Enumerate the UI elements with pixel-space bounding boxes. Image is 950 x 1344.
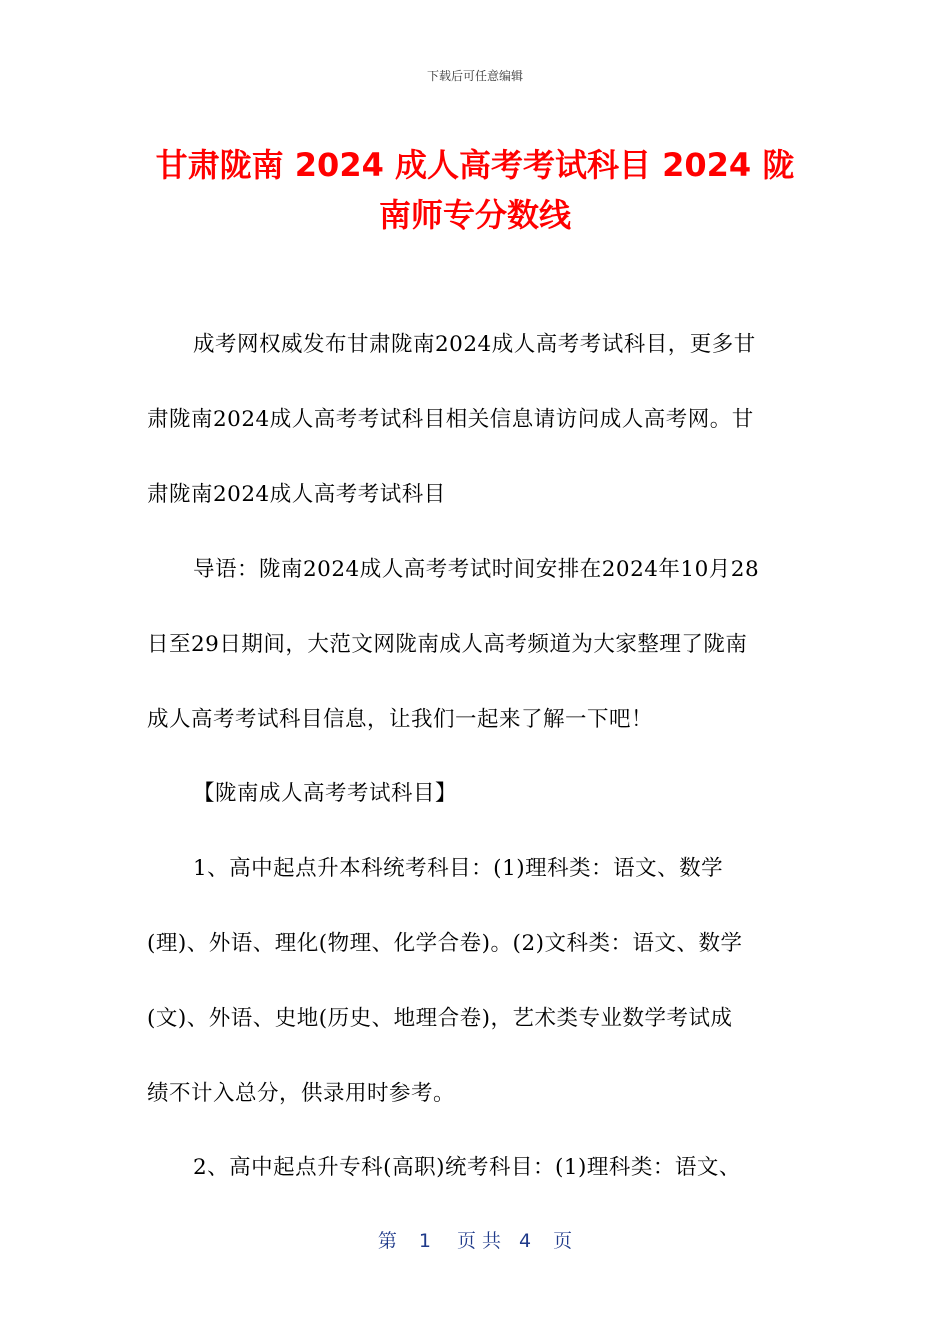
- header-note: 下载后可任意编辑: [426, 69, 523, 83]
- document-title: [120, 140, 830, 240]
- paragraph-line: 肃陇南2024成人高考考试科目: [147, 482, 446, 507]
- title-line-2: 南师专分数线: [378, 196, 571, 234]
- paragraph-line: 1、高中起点升本科统考科目：(1)理科类：语文、数学: [193, 856, 724, 881]
- paragraph-line: 导语：陇南2024成人高考考试时间安排在2024年10月28: [193, 557, 760, 582]
- section-heading: 【陇南成人高考考试科目】: [193, 781, 458, 806]
- paragraph-line: 绩不计入总分，供录用时参考。: [147, 1081, 456, 1106]
- total-label: 页 共: [456, 1230, 502, 1252]
- paragraph-line: (理)、外语、理化(物理、化学合卷)。(2)文科类：语文、数学: [147, 931, 743, 956]
- end-label: 页: [553, 1230, 573, 1252]
- page-label: 第: [377, 1230, 397, 1252]
- title-line-1: 甘肃陇南 2024 成人高考考试科目 2024 陇: [155, 146, 795, 184]
- paragraph-line: 2、高中起点升专科(高职)统考科目：(1)理科类：语文、: [193, 1155, 741, 1180]
- paragraph-line: 成考网权威发布甘肃陇南2024成人高考考试科目，更多甘: [193, 332, 756, 357]
- paragraph-line: (文)、外语、史地(历史、地理合卷)，艺术类专业数学考试成: [147, 1006, 733, 1031]
- page-number: 1: [418, 1230, 431, 1252]
- paragraph-line: 成人高考考试科目信息，让我们一起来了解一下吧！: [147, 707, 654, 732]
- paragraph-line: 肃陇南2024成人高考考试科目相关信息请访问成人高考网。甘: [147, 407, 754, 432]
- paragraph-line: 日至29日期间，大范文网陇南成人高考频道为大家整理了陇南: [147, 632, 748, 657]
- total-pages: 4: [519, 1230, 532, 1252]
- page-footer: [0, 1226, 950, 1253]
